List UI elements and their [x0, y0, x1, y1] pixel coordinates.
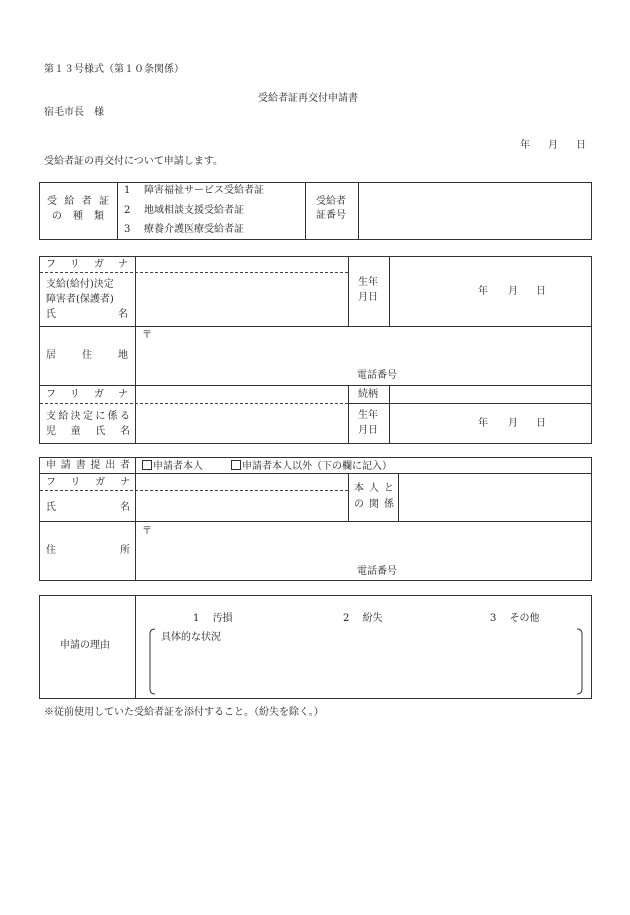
header-year-label: 年 — [520, 140, 530, 151]
reason-option-3[interactable]: 3 その他 — [490, 613, 540, 624]
addressee: 宿毛市長 様 — [44, 107, 104, 118]
reason-option-2[interactable]: 2 紛失 — [343, 613, 383, 624]
person-name-label: 支給(給付)決定 — [46, 279, 114, 290]
applicant-furigana-label: フリガナ — [46, 477, 130, 488]
cert-option-1-num: 1 — [124, 185, 131, 196]
birth2-label-2: 月日 — [358, 425, 378, 436]
child-name-field[interactable] — [136, 404, 347, 443]
birth-label-2: 月日 — [358, 292, 378, 303]
birth-month-label: 月 — [508, 286, 518, 297]
phone-label: 電話番号 — [357, 370, 397, 381]
person-name-label-3: 氏名 — [46, 309, 128, 320]
reason-label: 申請の理由 — [60, 640, 110, 651]
applicant-relation-field[interactable] — [399, 474, 591, 520]
child-name-label-2: 児童氏名 — [46, 426, 130, 437]
furigana-label: フリガナ — [46, 259, 128, 270]
birth-label: 生年 — [358, 277, 378, 288]
details-field[interactable] — [160, 646, 580, 690]
person-name-label-2: 障害者(保護者) — [46, 294, 114, 305]
form-title: 受給者証再交付申請書 — [258, 93, 358, 104]
applicant-name-label: 氏名 — [46, 502, 130, 513]
option-other[interactable]: 申請者本人以外（下の欄に記入） — [231, 460, 392, 473]
cert-number-label: 受給者 — [316, 196, 346, 207]
address-field[interactable] — [150, 328, 590, 368]
birth-day-label: 日 — [536, 286, 546, 297]
checkbox-self[interactable] — [142, 460, 152, 470]
applicant-name-field[interactable] — [136, 491, 347, 520]
applicant-address-field[interactable] — [150, 523, 590, 563]
cert-option-1: 障害福祉サービス受給者証 — [144, 185, 264, 196]
applicant-address-label: 住所 — [46, 545, 130, 556]
option-self[interactable]: 申請者本人 — [142, 460, 203, 473]
applicant-furigana-field[interactable] — [136, 474, 347, 490]
cert-option-2-num: 2 — [124, 205, 131, 216]
birth2-label: 生年 — [358, 410, 378, 421]
person-name-field[interactable] — [136, 273, 347, 325]
birth2-year-label: 年 — [478, 418, 488, 429]
child-name-label: 支給決定に係る — [46, 411, 130, 422]
checkbox-other[interactable] — [231, 460, 241, 470]
birth-year-label: 年 — [478, 286, 488, 297]
header-month-label: 月 — [548, 140, 558, 151]
cert-option-2: 地域相談支援受給者証 — [144, 205, 244, 216]
applicant-phone-label: 電話番号 — [357, 566, 397, 577]
birth2-month-label: 月 — [508, 418, 518, 429]
person-furigana-field[interactable] — [136, 257, 347, 272]
relation-label: 続柄 — [358, 389, 378, 400]
intro-text: 受給者証の再交付について申請します。 — [44, 156, 223, 167]
form-number: 第１３号様式（第１０条関係） — [44, 64, 184, 75]
address-label: 居住地 — [46, 350, 128, 361]
cert-number-field[interactable] — [359, 183, 591, 239]
applicant-relation-label-2: の関係 — [354, 499, 394, 510]
relation-field[interactable] — [390, 386, 591, 403]
cert-number-label-2: 証番号 — [316, 210, 346, 221]
furigana-label-2: フリガナ — [46, 389, 128, 400]
birth2-day-label: 日 — [536, 418, 546, 429]
cert-option-3: 療養介護医療受給者証 — [144, 224, 244, 235]
submitter-label: 申請書提出者 — [46, 460, 130, 471]
applicant-relation-label: 本人と — [354, 483, 394, 494]
details-label: 具体的な状況 — [161, 632, 221, 643]
postal-mark: 〒 — [142, 330, 152, 341]
footnote: ※従前使用していた受給者証を添付すること。（紛失を除く。） — [44, 707, 324, 718]
reason-option-1[interactable]: 1 汚損 — [193, 613, 233, 624]
applicant-postal-mark: 〒 — [142, 526, 152, 537]
header-day-label: 日 — [576, 140, 586, 151]
cert-option-3-num: 3 — [124, 224, 131, 235]
cert-type-label: 受 給 者 証 — [47, 196, 109, 207]
cert-type-label-2: の 種 類 — [52, 211, 104, 222]
